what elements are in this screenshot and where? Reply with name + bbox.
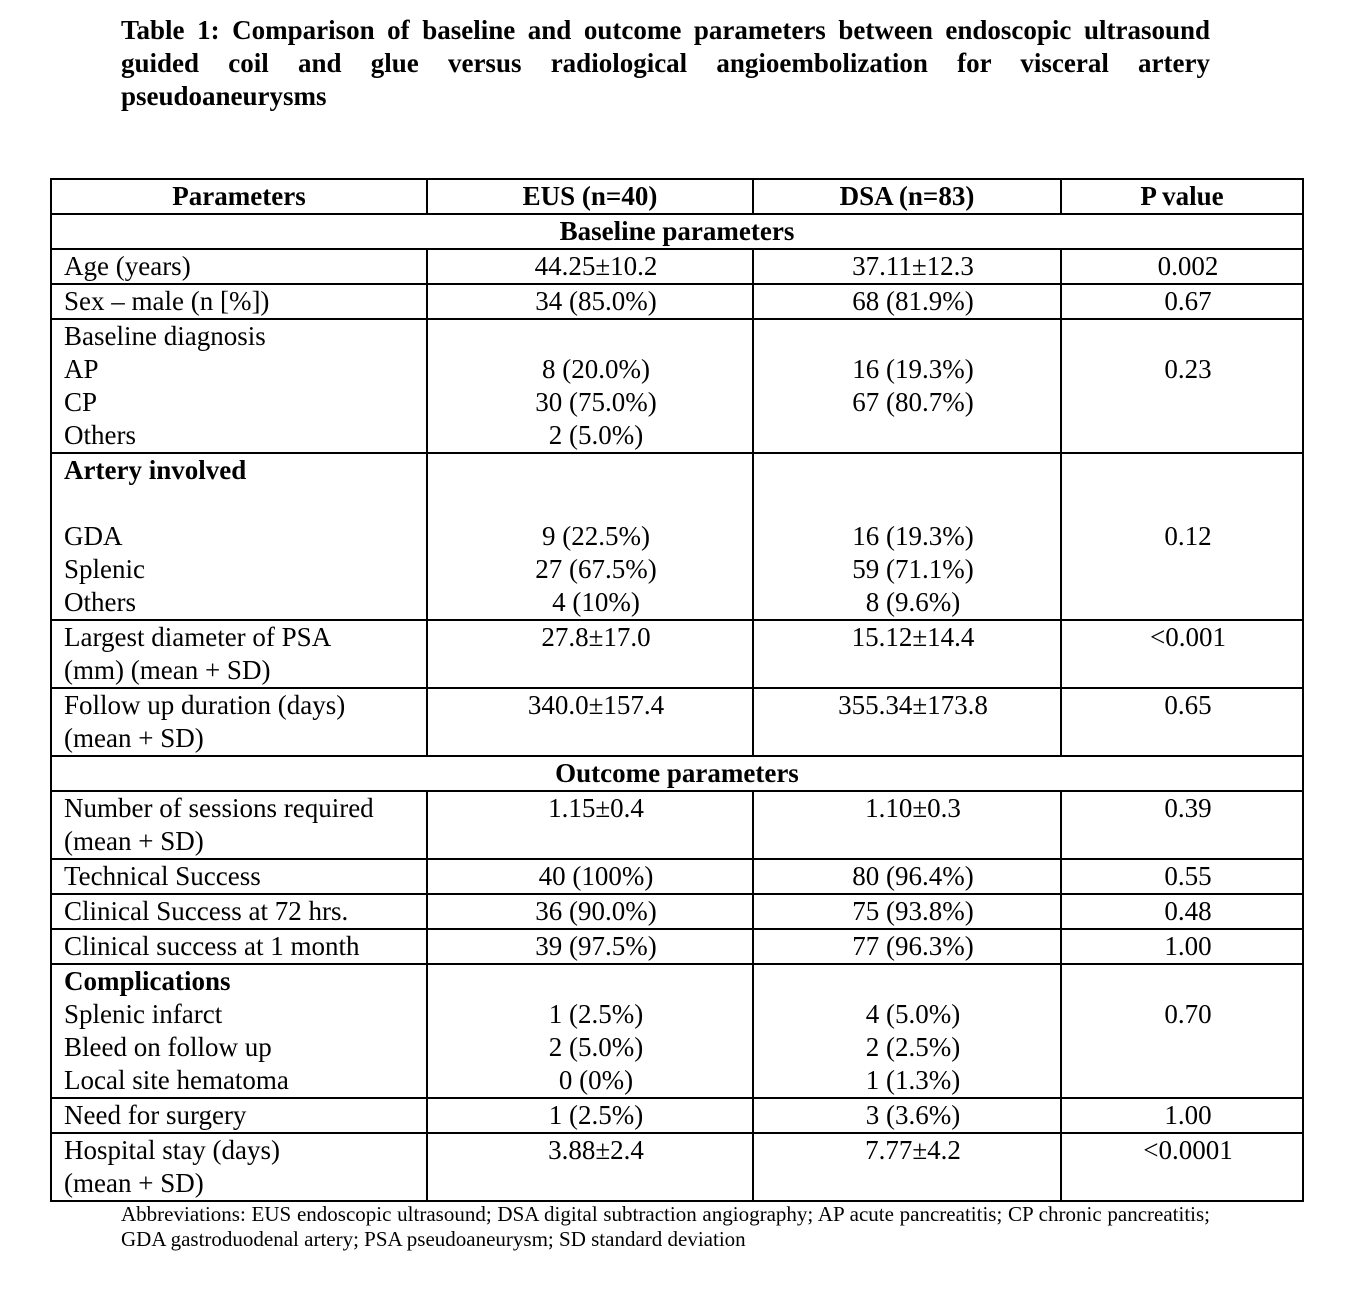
eus-cell: 39 (97.5%) bbox=[427, 929, 753, 964]
dsa-value: 4 (5.0%) bbox=[865, 999, 961, 1029]
row-label: (mm) (mean + SD) bbox=[64, 655, 271, 685]
dsa-cell bbox=[753, 319, 1061, 453]
table-row bbox=[51, 1133, 1303, 1201]
pvalue-cell bbox=[1061, 453, 1303, 620]
sub-label: Splenic infarct bbox=[64, 999, 223, 1029]
table-title: Table 1: Comparison of baseline and outcome parameters between endoscopic ultrasound guided coil and glue versus radiological angioembolization for visceral artery pseudoaneurysms bbox=[121, 15, 1210, 111]
eus-value: 27 (67.5%) bbox=[535, 554, 657, 584]
dsa-value: 16 (19.3%) bbox=[852, 354, 974, 384]
section-row-outcome bbox=[51, 756, 1303, 791]
row-label: Largest diameter of PSA bbox=[64, 622, 332, 652]
sub-label: Others bbox=[64, 587, 136, 617]
table-row bbox=[51, 249, 1303, 284]
pvalue-cell: 0.65 bbox=[1061, 688, 1303, 756]
row-label-group bbox=[51, 791, 427, 859]
pvalue-cell: 0.002 bbox=[1061, 249, 1303, 284]
dsa-cell: 68 (81.9%) bbox=[753, 284, 1061, 319]
eus-cell: 1.15±0.4 bbox=[427, 791, 753, 859]
row-label: (mean + SD) bbox=[64, 723, 204, 753]
pvalue-cell: <0.001 bbox=[1061, 620, 1303, 688]
header-pvalue: P value bbox=[1061, 179, 1303, 214]
row-label: Need for surgery bbox=[51, 1098, 427, 1133]
dsa-value: 2 (2.5%) bbox=[865, 1032, 961, 1062]
row-label-group bbox=[51, 620, 427, 688]
group-heading: Baseline diagnosis bbox=[64, 321, 266, 351]
eus-cell: 36 (90.0%) bbox=[427, 894, 753, 929]
row-label: Age (years) bbox=[51, 249, 427, 284]
sub-label: Local site hematoma bbox=[64, 1065, 289, 1095]
dsa-value: 67 (80.7%) bbox=[852, 387, 974, 417]
sub-label: Others bbox=[64, 420, 136, 450]
section-outcome: Outcome parameters bbox=[51, 756, 1303, 791]
row-label-group bbox=[51, 964, 427, 1098]
pvalue-cell: 0.39 bbox=[1061, 791, 1303, 859]
eus-value: 4 (10%) bbox=[552, 587, 640, 617]
pvalue-cell: 1.00 bbox=[1061, 1098, 1303, 1133]
header-dsa: DSA (n=83) bbox=[753, 179, 1061, 214]
table-row bbox=[51, 964, 1303, 1098]
eus-value: 30 (75.0%) bbox=[535, 387, 657, 417]
pvalue-cell bbox=[1061, 319, 1303, 453]
dsa-cell: 3 (3.6%) bbox=[753, 1098, 1061, 1133]
row-label: Clinical success at 1 month bbox=[51, 929, 427, 964]
eus-cell: 34 (85.0%) bbox=[427, 284, 753, 319]
table-row bbox=[51, 688, 1303, 756]
pvalue-cell: 1.00 bbox=[1061, 929, 1303, 964]
row-label: Technical Success bbox=[51, 859, 427, 894]
sub-label: GDA bbox=[64, 521, 123, 551]
eus-cell: 44.25±10.2 bbox=[427, 249, 753, 284]
dsa-value: 1 (1.3%) bbox=[865, 1065, 961, 1095]
dsa-cell: 80 (96.4%) bbox=[753, 859, 1061, 894]
dsa-cell: 77 (96.3%) bbox=[753, 929, 1061, 964]
dsa-cell: 7.77±4.2 bbox=[753, 1133, 1061, 1201]
eus-value: 1 (2.5%) bbox=[548, 999, 644, 1029]
table-row bbox=[51, 284, 1303, 319]
eus-cell: 1 (2.5%) bbox=[427, 1098, 753, 1133]
eus-value: 2 (5.0%) bbox=[548, 420, 644, 450]
row-label: Hospital stay (days) bbox=[64, 1135, 280, 1165]
eus-cell: 40 (100%) bbox=[427, 859, 753, 894]
row-label-group bbox=[51, 1133, 427, 1201]
dsa-cell: 355.34±173.8 bbox=[753, 688, 1061, 756]
dsa-cell bbox=[753, 453, 1061, 620]
header-row bbox=[51, 179, 1303, 214]
table-row bbox=[51, 929, 1303, 964]
eus-cell bbox=[427, 453, 753, 620]
table-row bbox=[51, 894, 1303, 929]
sub-label: Splenic bbox=[64, 554, 145, 584]
pvalue-cell: 0.48 bbox=[1061, 894, 1303, 929]
eus-value: 2 (5.0%) bbox=[548, 1032, 644, 1062]
row-label: (mean + SD) bbox=[64, 1168, 204, 1198]
eus-cell bbox=[427, 964, 753, 1098]
row-label: Sex – male (n [%]) bbox=[51, 284, 427, 319]
pvalue: 0.23 bbox=[1164, 354, 1212, 384]
eus-cell: 3.88±2.4 bbox=[427, 1133, 753, 1201]
dsa-cell: 1.10±0.3 bbox=[753, 791, 1061, 859]
row-label-group bbox=[51, 688, 427, 756]
row-label-group bbox=[51, 453, 427, 620]
table-row bbox=[51, 859, 1303, 894]
table-row bbox=[51, 453, 1303, 620]
dsa-value: 59 (71.1%) bbox=[852, 554, 974, 584]
eus-cell: 340.0±157.4 bbox=[427, 688, 753, 756]
eus-value: 0 (0%) bbox=[558, 1065, 634, 1095]
table-row bbox=[51, 620, 1303, 688]
dsa-cell bbox=[753, 964, 1061, 1098]
pvalue: 0.12 bbox=[1164, 521, 1212, 551]
dsa-value: 8 (9.6%) bbox=[865, 587, 961, 617]
row-label: Clinical Success at 72 hrs. bbox=[51, 894, 427, 929]
eus-value: 8 (20.0%) bbox=[542, 354, 650, 384]
dsa-cell: 37.11±12.3 bbox=[753, 249, 1061, 284]
header-parameters: Parameters bbox=[51, 179, 427, 214]
header-eus: EUS (n=40) bbox=[427, 179, 753, 214]
eus-cell bbox=[427, 319, 753, 453]
eus-value: 9 (22.5%) bbox=[542, 521, 650, 551]
dsa-value: 16 (19.3%) bbox=[852, 521, 974, 551]
group-heading: Artery involved bbox=[64, 455, 247, 485]
pvalue-cell bbox=[1061, 964, 1303, 1098]
section-baseline: Baseline parameters bbox=[51, 214, 1303, 249]
sub-label: AP bbox=[64, 354, 99, 384]
sub-label: CP bbox=[64, 387, 98, 417]
pvalue-cell: 0.67 bbox=[1061, 284, 1303, 319]
table-row bbox=[51, 319, 1303, 453]
group-heading: Complications bbox=[64, 966, 231, 996]
row-label: Number of sessions required bbox=[64, 793, 374, 823]
pvalue: 0.70 bbox=[1164, 999, 1212, 1029]
row-label-group bbox=[51, 319, 427, 453]
pvalue-cell: <0.0001 bbox=[1061, 1133, 1303, 1201]
abbreviations-note: Abbreviations: EUS endoscopic ultrasound; DSA digital subtraction angiography; AP acute pancreatitis; CP chronic pancreatitis; GDA gastroduodenal artery; PSA pseudoaneurysm; SD standard deviation bbox=[121, 1202, 1210, 1251]
comparison-table bbox=[50, 178, 1304, 1202]
eus-cell: 27.8±17.0 bbox=[427, 620, 753, 688]
row-label: Follow up duration (days) bbox=[64, 690, 346, 720]
row-label: (mean + SD) bbox=[64, 826, 204, 856]
dsa-cell: 15.12±14.4 bbox=[753, 620, 1061, 688]
pvalue-cell: 0.55 bbox=[1061, 859, 1303, 894]
table-row bbox=[51, 791, 1303, 859]
section-row-baseline bbox=[51, 214, 1303, 249]
dsa-cell: 75 (93.8%) bbox=[753, 894, 1061, 929]
sub-label: Bleed on follow up bbox=[64, 1032, 272, 1062]
table-row bbox=[51, 1098, 1303, 1133]
